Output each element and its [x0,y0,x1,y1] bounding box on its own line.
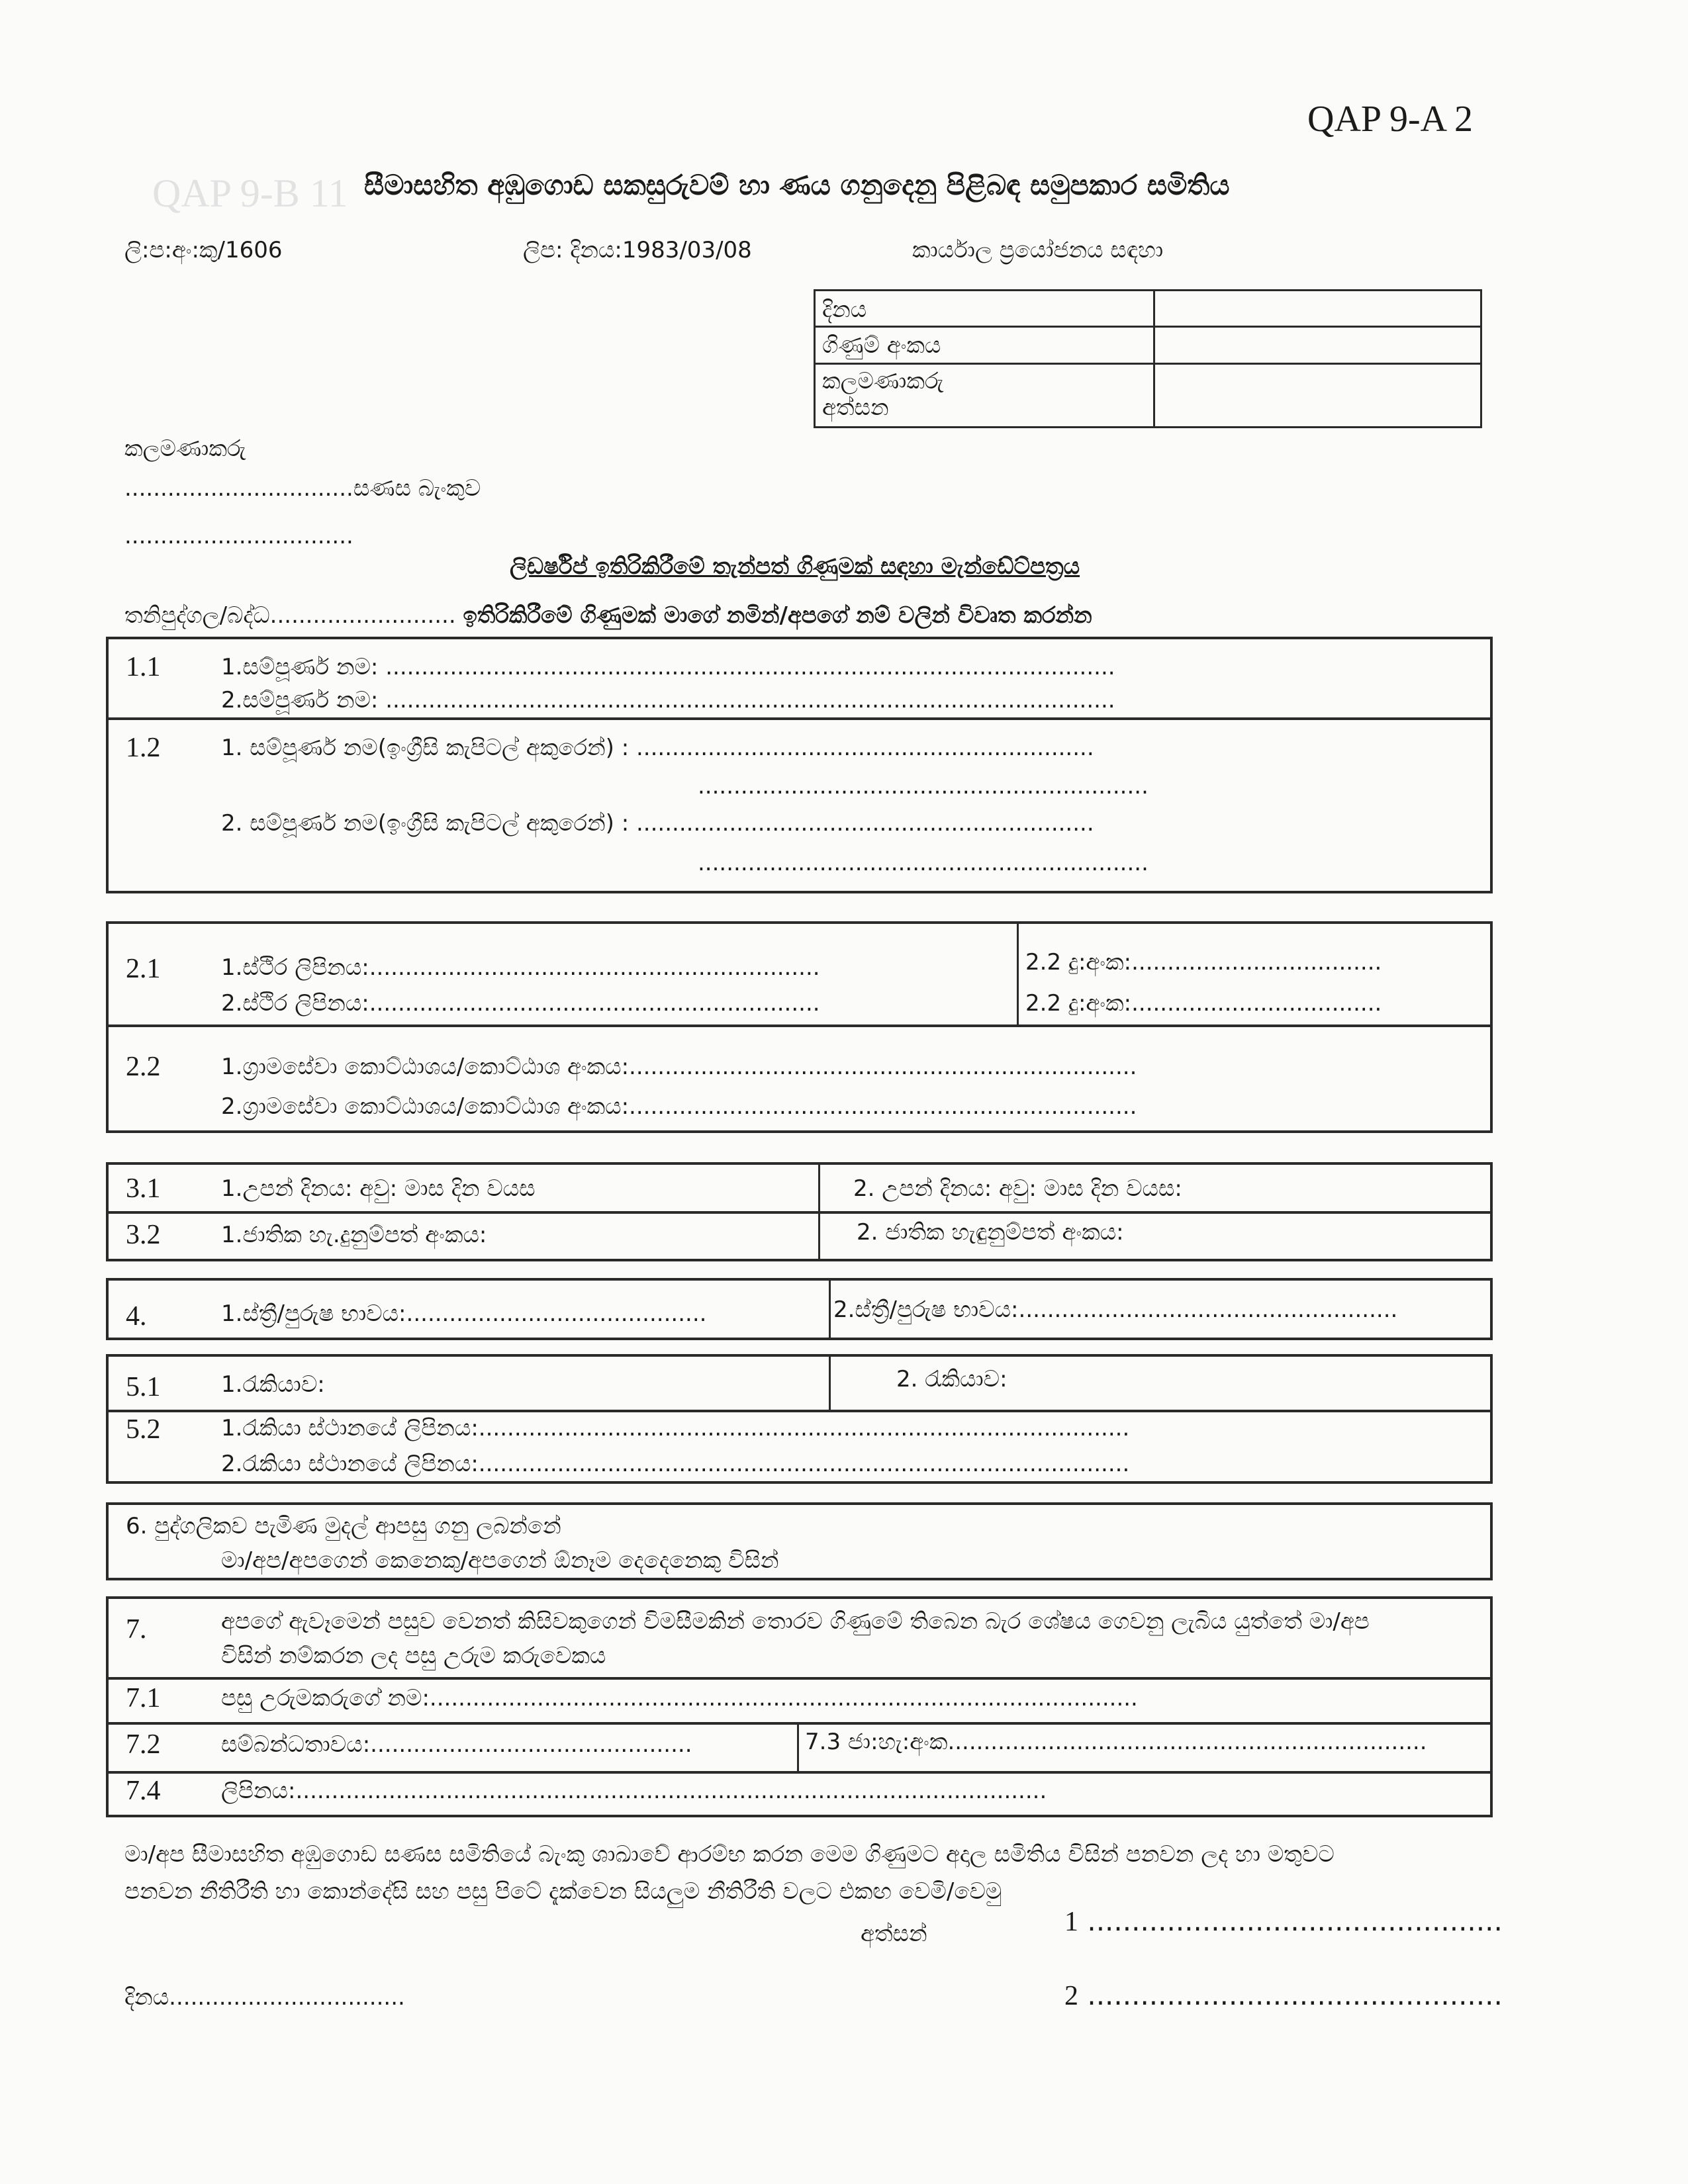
gn-division-1-label: 1.ග්‍රාමසේවා කොට්ඨාශය/කොට්ඨාශ අංකය: [221,1054,630,1080]
section-3-1-number: 3.1 [126,1173,161,1204]
nominee-address-field[interactable]: ලිපිනය:......................................................................................................... [221,1778,1047,1804]
bank-label: සණස බැංකුව [353,475,481,502]
declaration-line-1: මා/අප සීමාසහිත අඹුගොඩ සණස සමිතියේ බැංකු ශාඛාවේ ආරම්භ කරන මෙම ගිණුමට අදාල සමිතිය විසින් පනවන ලද හා මතුවට [124,1841,1335,1868]
bleed-through-code: QAP 9-B 11 [152,171,348,215]
manager-signature-value[interactable] [1160,365,1477,425]
account-type-dots[interactable]: .......................... [269,602,456,629]
section-2-1-number: 2.1 [126,954,161,984]
manager-label: කලමණාකරු [124,435,246,462]
withdrawal-section [106,1502,1493,1580]
full-name-2-field[interactable]: 2.සම්පූර්ණ නම: ...................................................................................................... [221,687,1115,713]
gn-division-2-label: 2.ග්‍රාමසේවා කොට්ඨාශය/කොට්ඨාශ අංකය: [221,1093,630,1120]
section-4-number: 4. [126,1301,147,1332]
reference-number: ලි:ප:අං:කු/1606 [124,237,283,263]
section-3-2-number: 3.2 [126,1220,161,1250]
gender-section [106,1278,1493,1340]
section-7-1-number: 7.1 [126,1683,161,1713]
signature-1-field[interactable]: 1 ............................................... [1064,1905,1503,1937]
workplace-address-1-field[interactable]: 1.රැකියා ස්ථානයේ ලිපිනය:........................................................................................... [221,1415,1130,1441]
signature-label: අත්සන් [861,1921,927,1947]
workplace-address-2-field[interactable]: 2.රැකියා ස්ථානයේ ලිපිනය:........................................................................................... [221,1451,1130,1477]
names-section [106,637,1493,893]
gn-division-2-field[interactable]: 2.ග්‍රාමසේවා කොට්ඨාශය/කොට්ඨාශ අංකය:....................................................................... [221,1093,1137,1120]
date-label: දිනය [124,1984,169,2011]
full-name-2-label: 2.සම්පූර්ණ නම: [221,687,379,713]
gender-2-label: 2.ස්ත්‍රී/පුරුෂ භාවය: [833,1297,1019,1323]
workplace-address-1-label: 1.රැකියා ස්ථානයේ ලිපිනය: [221,1415,479,1441]
relationship-label: සම්බන්ධතාවය: [221,1731,371,1758]
permanent-address-1-field[interactable]: 1.ස්ථිර ලිපිනය:............................................................... [221,954,820,981]
relationship-field[interactable]: සම්බන්ධතාවය:............................................. [221,1731,692,1758]
office-use-table [814,289,1482,428]
nominee-address-label: ලිපිනය: [221,1778,296,1804]
nominee-nic-label: 7.3 ජා:හැ:අංක [805,1729,948,1755]
gender-1-field[interactable]: 1.ස්ත්‍රී/පුරුෂ භාවය:.......................................... [221,1300,707,1327]
english-name-1-continuation[interactable]: ............................................................... [698,773,1149,799]
gender-1-label: 1.ස්ත්‍රී/පුරුෂ භාවය: [221,1300,406,1327]
occupation-2-field[interactable]: 2. රැකියාව: [896,1366,1008,1392]
occupation-section [106,1354,1493,1484]
nominee-instruction-line-2: විසින් නම්කරන ලද පසු උරුම කරුවෙකය [221,1643,606,1669]
dob-2-field[interactable]: 2. උපන් දිනය: අවු: මාස දින වයස: [853,1175,1182,1202]
nic-1-field[interactable]: 1.ජාතික හැ.දුනුම්පත් අංකය: [221,1222,487,1248]
section-7-2-number: 7.2 [126,1729,161,1760]
nominee-name-field[interactable]: පසු උරුමකරුගේ නම:................................................................................................... [221,1685,1138,1711]
intro-text: ඉතිරිකිරීමේ ගිණුමක් මාගේ නමින්/අපගේ නම් වලින් විවෘත කරන්න [463,602,1092,629]
english-name-2-continuation[interactable]: ............................................................... [698,850,1149,876]
withdrawal-line-1: 6. පුද්ගලිකව පැමිණ මුදල් ආපසු ගනු ලබන්නේ [126,1513,561,1539]
workplace-address-2-label: 2.රැකියා ස්ථානයේ ලිපිනය: [221,1451,479,1477]
section-7-4-number: 7.4 [126,1776,161,1806]
section-5-1-number: 5.1 [126,1372,161,1402]
office-use-label: කාර්යාල ප්‍රයෝජනය සඳහා [912,237,1164,263]
form-code: QAP 9-A 2 [1307,99,1473,140]
english-name-2-label: 2. සම්පූර්ණ නම(ඉංග්‍රීසි කැපිටල් අකුරෙන්) : [221,810,630,837]
declaration-line-2: පනවන නීතිරීති හා කොන්දේසි සහ පසු පිටේ දැක්වෙන සියලුම නීතිරීති වලට එකඟ වෙමි/වෙමු [124,1878,1002,1905]
account-number-label: ගිණුම් අංකය [822,332,941,359]
telephone-1-label: 2.2 දු:අංක: [1025,949,1132,976]
english-name-2-field[interactable]: 2. සම්පූර්ණ නම(ඉංග්‍රීසි කැපිටල් අකුරෙන්) : ................................................................ [221,810,1094,837]
occupation-1-field[interactable]: 1.රැකියාව: [221,1371,325,1398]
telephone-2-label: 2.2 දු:අංක: [1025,990,1132,1017]
full-name-1-label: 1.සම්පූර්ණ නම: [221,654,379,680]
account-type-label: තනිපුද්ගල/බද්ධ [124,602,270,629]
telephone-2-field[interactable]: 2.2 දු:අංක:................................... [1025,990,1382,1017]
section-1-1-number: 1.1 [126,652,161,682]
reference-date: ලිප: දිනය:1983/03/08 [523,237,752,263]
section-7-number: 7. [126,1614,147,1645]
section-2-2-number: 2.2 [126,1052,161,1082]
nominee-name-label: පසු උරුමකරුගේ නම: [221,1685,430,1711]
intro-line [124,602,1092,629]
bank-line [124,475,481,502]
account-number-value[interactable] [1160,328,1477,360]
nic-2-field[interactable]: 2. ජාතික හැඳුනුම්පත් අංකය: [857,1219,1124,1246]
signature-1-number: 1 [1064,1907,1078,1937]
nominee-nic-field[interactable]: 7.3 ජා:හැ:අංක................................................................... [805,1729,1427,1755]
english-name-1-field[interactable]: 1. සම්පූර්ණ නම(ඉංග්‍රීසි කැපිටල් අකුරෙන්) : ................................................................ [221,735,1094,761]
signature-2-field[interactable]: 2 ............................................... [1064,1979,1503,2011]
dob-1-field[interactable]: 1.උපන් දිනය: අවු: මාස දින වයස [221,1175,536,1202]
section-5-2-number: 5.2 [126,1414,161,1445]
nominee-instruction-line-1: අපගේ ඇවෑමෙන් පසුව වෙනත් කිසිවකුගෙන් විමසීමකින් තොරව ගිණුමේ තිබෙන බැර ශේෂය ගෙවනු ලැබිය යුත්තේ මා/අප [221,1608,1370,1635]
permanent-address-1-label: 1.ස්ථිර ලිපිනය: [221,954,369,981]
gn-division-1-field[interactable]: 1.ග්‍රාමසේවා කොට්ඨාශය/කොට්ඨාශ අංකය:....................................................................... [221,1054,1137,1080]
signature-2-number: 2 [1064,1981,1078,2011]
bank-branch-dots[interactable]: ................................ [124,475,353,502]
office-date-label: දිනය [822,296,867,323]
english-name-1-label: 1. සම්පූර්ණ නම(ඉංග්‍රීසි කැපිටල් අකුරෙන්) : [221,735,630,761]
permanent-address-2-label: 2.ස්ථිර ලිපිනය: [221,990,369,1017]
address-dots[interactable]: ................................ [124,523,353,549]
nominee-section [106,1596,1493,1817]
gender-2-field[interactable]: 2.ස්ත්‍රී/පුරුෂ භාවය:..................................................... [833,1297,1398,1323]
mandate-heading: ලිඩර්ෂිප් ඉතිරිකිරීමේ තැන්පත් ගිණුමක් සඳහා මැන්ඩේට්පත්‍රය [510,553,1080,580]
permanent-address-2-field[interactable]: 2.ස්ථිර ලිපිනය:............................................................... [221,990,820,1017]
manager-signature-label: කලමණාකරු අත්සන [822,368,944,421]
office-date-value[interactable] [1160,293,1477,324]
full-name-1-field[interactable]: 1.සම්පූර්ණ නම: ...................................................................................................... [221,654,1115,680]
society-title: සීමාසහිත අඹුගොඩ සකසුරුවම් හා ණය ගනුදෙනු පිළිබඳ සමුපකාර සමිතිය [364,169,1230,201]
date-field[interactable]: දිනය................................. [124,1984,405,2011]
telephone-1-field[interactable]: 2.2 දු:අංක:................................... [1025,949,1382,976]
section-1-2-number: 1.2 [126,733,161,763]
withdrawal-line-2: මා/අප/අපගෙන් කෙනෙකු/අපගෙන් ඕනෑම දෙදෙනෙකු විසින් [221,1547,779,1574]
birth-nic-section [106,1162,1493,1261]
address-section [106,921,1493,1133]
